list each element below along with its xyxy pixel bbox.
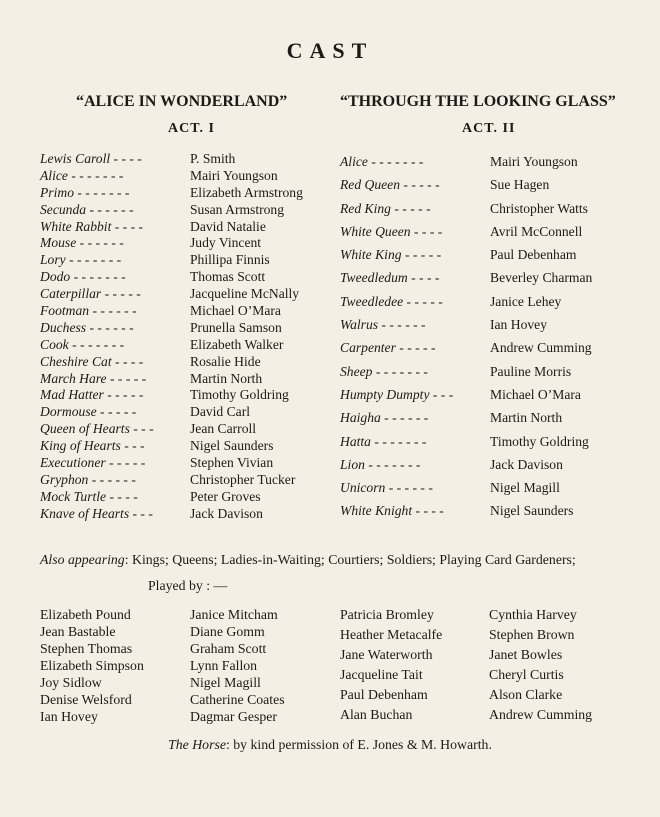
cast-role: Cheshire Cat - - - - (40, 353, 144, 369)
cast-row (40, 235, 303, 252)
cast-row (40, 185, 303, 202)
cast-role: Tweedledum - - - - (340, 270, 440, 286)
ensemble-member: Andrew Cumming (489, 707, 593, 722)
played-by-label: Played by : — (148, 578, 228, 593)
cast-role: Duchess - - - - - - (40, 319, 134, 335)
ensemble-column-4 (489, 605, 592, 725)
cast-actor: Janice Lehey (490, 293, 562, 309)
ensemble-member: Paul Debenham (340, 687, 428, 702)
cast-actor: Beverley Charman (490, 270, 593, 286)
cast-actor: David Carl (190, 404, 251, 420)
ensemble-member: Diane Gomm (190, 624, 265, 639)
ensemble-member: Jean Bastable (40, 624, 116, 639)
cast-actor: Mairi Youngson (490, 154, 578, 169)
cast-row (40, 387, 303, 404)
cast-row (340, 406, 592, 429)
cast-role: Mock Turtle - - - - (40, 488, 138, 504)
act-two-cast-list (340, 150, 592, 523)
ensemble-member: Stephen Thomas (40, 641, 133, 656)
ensemble-member: Graham Scott (190, 641, 267, 656)
cast-row (340, 197, 592, 220)
ensemble-member: Jacqueline Tait (340, 667, 423, 682)
cast-actor: Elizabeth Armstrong (190, 184, 303, 200)
cast-actor: Jean Carroll (190, 421, 257, 437)
cast-role: Executioner - - - - - (40, 455, 146, 471)
cast-row (340, 430, 592, 453)
cast-actor: Timothy Goldring (190, 387, 289, 403)
cast-role: Mad Hatter - - - - - (40, 387, 144, 403)
cast-actor: Jacqueline McNally (190, 286, 300, 302)
cast-role: Dormouse - - - - - (40, 404, 137, 420)
cast-role: Unicorn - - - - - - (340, 480, 433, 496)
ensemble-column-1 (40, 606, 144, 725)
right-play-title: “THROUGH THE LOOKING GLASS” (340, 93, 616, 110)
cast-actor: Peter Groves (190, 488, 261, 504)
cast-row (40, 219, 303, 236)
cast-role: Lewis Caroll - - - - (40, 151, 142, 166)
cast-role: Dodo - - - - - - - (40, 269, 126, 285)
cast-row (340, 453, 592, 476)
cast-role: Knave of Hearts - - - (40, 505, 153, 521)
cast-role: Haigha - - - - - - (340, 410, 429, 426)
cast-role: Alice - - - - - - - (340, 154, 424, 169)
ensemble-member: Janet Bowles (489, 647, 563, 662)
cast-actor: P. Smith (190, 151, 236, 166)
cast-role: Lion - - - - - - - (340, 456, 421, 472)
cast-actor: Sue Hagen (490, 177, 550, 193)
cast-row (40, 489, 303, 506)
ensemble-member: Denise Welsford (40, 692, 132, 707)
cast-actor: Phillipa Finnis (190, 252, 270, 268)
cast-role: King of Hearts - - - (40, 438, 145, 454)
ensemble-member: Catherine Coates (190, 692, 285, 707)
cast-actor: Jack Davison (190, 505, 263, 521)
cast-role: Humpty Dumpty - - - (340, 386, 454, 402)
ensemble-member: Stephen Brown (489, 627, 575, 642)
cast-role: White Rabbit - - - - (40, 218, 144, 234)
right-act-heading: ACT. II (462, 121, 516, 136)
cast-role: Primo - - - - - - - (40, 184, 130, 200)
horse-credit-text: : by kind permission of E. Jones & M. Howarth. (225, 737, 492, 752)
cast-actor: Rosalie Hide (190, 353, 261, 369)
cast-role: Red King - - - - - (340, 200, 431, 216)
ensemble-member: Joy Sidlow (40, 675, 102, 690)
cast-row (40, 354, 303, 371)
cast-actor: Susan Armstrong (190, 201, 285, 217)
cast-actor: Michael O’Mara (190, 303, 281, 319)
ensemble-member: Janice Mitcham (190, 607, 278, 622)
cast-actor: Christopher Tucker (190, 471, 296, 487)
cast-role: Hatta - - - - - - - (340, 433, 427, 449)
cast-actor: Nigel Saunders (490, 503, 574, 519)
also-appearing-text: : Kings; Queens; Ladies-in-Waiting; Courtiers; Soldiers; Playing Card Gardeners; (124, 552, 576, 567)
cast-row (340, 336, 592, 359)
ensemble-column-3 (340, 605, 442, 725)
cast-row (340, 150, 592, 173)
cast-role: Tweedledee - - - - - (340, 293, 443, 309)
cast-actor: Judy Vincent (190, 235, 262, 251)
cast-role: Mouse - - - - - - (40, 235, 124, 251)
ensemble-member: Alson Clarke (489, 687, 563, 702)
cast-role: White Queen - - - - (340, 223, 443, 239)
cast-row (340, 499, 592, 522)
ensemble-member: Alan Buchan (340, 707, 413, 722)
cast-row (340, 220, 592, 243)
cast-row (40, 252, 303, 269)
also-appearing-line (40, 552, 576, 568)
cast-row (340, 243, 592, 266)
ensemble-member: Patricia Bromley (340, 607, 434, 622)
cast-row (40, 404, 303, 421)
cast-actor: Andrew Cumming (490, 340, 592, 356)
cast-row (340, 313, 592, 336)
cast-row (40, 303, 303, 320)
page-title: CAST (286, 38, 374, 63)
left-act-heading: ACT. I (168, 121, 215, 136)
cast-role: Gryphon - - - - - - (40, 471, 136, 487)
cast-role: Cook - - - - - - - (40, 336, 125, 352)
cast-actor: Timothy Goldring (490, 433, 589, 449)
cast-actor: Christopher Watts (490, 200, 588, 216)
cast-role: Footman - - - - - - (40, 303, 137, 319)
cast-row (40, 421, 303, 438)
cast-actor: Mairi Youngson (190, 167, 278, 183)
cast-role: Sheep - - - - - - - (340, 363, 428, 379)
cast-role: Caterpillar - - - - - (40, 286, 141, 302)
ensemble-member: Ian Hovey (40, 709, 98, 724)
ensemble-member: Elizabeth Simpson (40, 658, 144, 673)
cast-actor: Martin North (490, 410, 563, 426)
cast-actor: Martin North (190, 370, 263, 386)
cast-actor: Pauline Morris (490, 363, 572, 379)
also-appearing-label: Also appearing (40, 552, 125, 567)
cast-role: Lory - - - - - - - (40, 252, 122, 268)
ensemble-member: Nigel Magill (190, 675, 261, 690)
cast-role: Queen of Hearts - - - (40, 421, 154, 437)
cast-row (340, 266, 592, 289)
cast-actor: David Natalie (190, 218, 266, 234)
cast-row (340, 476, 592, 499)
cast-actor: Nigel Saunders (190, 438, 274, 454)
ensemble-member: Cheryl Curtis (489, 667, 564, 682)
cast-row (40, 269, 303, 286)
ensemble-member: Elizabeth Pound (40, 607, 131, 622)
cast-row (340, 383, 592, 406)
cast-row (40, 472, 303, 489)
cast-actor: Elizabeth Walker (190, 336, 284, 352)
cast-actor: Stephen Vivian (190, 455, 274, 471)
cast-role: White King - - - - - (340, 247, 442, 263)
cast-role: Alice - - - - - - - (40, 167, 124, 183)
cast-actor: Jack Davison (490, 456, 563, 472)
horse-credit (0, 737, 660, 753)
horse-credit-label: The Horse (168, 737, 226, 752)
act-one-cast-list (40, 151, 303, 523)
cast-actor: Paul Debenham (490, 247, 577, 263)
cast-row (40, 438, 303, 455)
cast-row (340, 173, 592, 196)
cast-row (40, 455, 303, 472)
cast-role: White Knight - - - - (340, 503, 444, 519)
cast-row (340, 290, 592, 313)
ensemble-member: Heather Metacalfe (340, 627, 443, 642)
cast-actor: Michael O’Mara (490, 386, 581, 402)
cast-actor: Ian Hovey (490, 317, 547, 333)
cast-row (40, 151, 303, 168)
cast-actor: Nigel Magill (490, 480, 560, 496)
cast-actor: Avril McConnell (490, 223, 583, 239)
cast-role: March Hare - - - - - (40, 370, 147, 386)
ensemble-column-2 (190, 606, 285, 725)
cast-actor: Thomas Scott (190, 269, 266, 285)
cast-role: Red Queen - - - - - (340, 177, 440, 193)
ensemble-member: Lynn Fallon (190, 658, 258, 673)
cast-row (40, 320, 303, 337)
cast-role: Secunda - - - - - - (40, 201, 134, 217)
cast-row (340, 360, 592, 383)
cast-row (40, 168, 303, 185)
cast-row (40, 202, 303, 219)
ensemble-member: Dagmar Gesper (190, 709, 277, 724)
cast-row (40, 337, 303, 354)
cast-role: Carpenter - - - - - (340, 340, 436, 356)
ensemble-member: Cynthia Harvey (489, 607, 577, 622)
cast-role: Walrus - - - - - - (340, 317, 426, 333)
cast-row (40, 506, 303, 523)
cast-actor: Prunella Samson (190, 319, 282, 335)
cast-row (40, 286, 303, 303)
cast-row (40, 371, 303, 388)
left-play-title: “ALICE IN WONDERLAND” (76, 93, 288, 110)
ensemble-member: Jane Waterworth (340, 647, 433, 662)
